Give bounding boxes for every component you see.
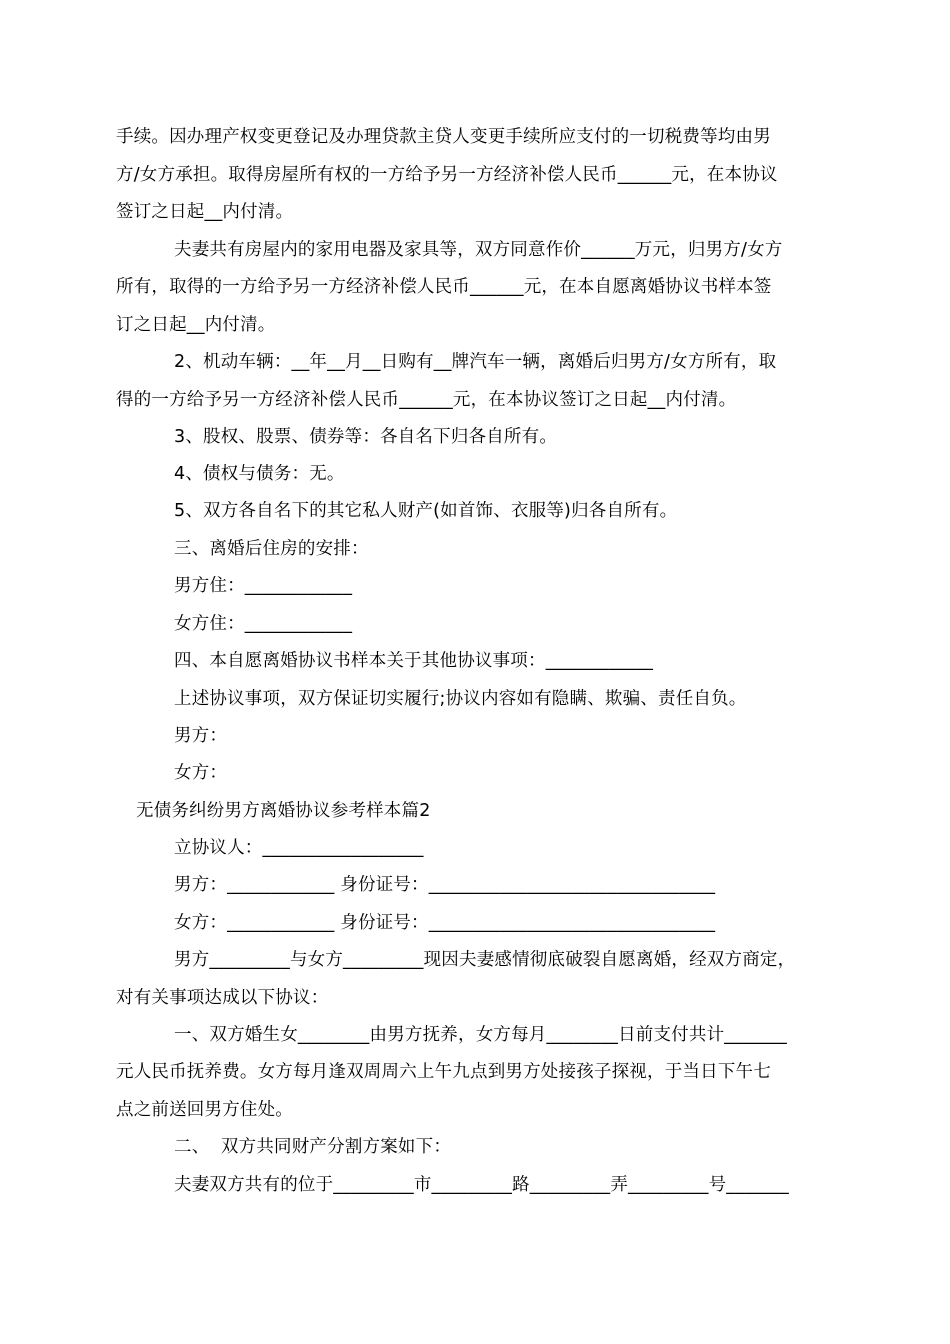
text-line: 上述协议事项，双方保证切实履行;协议内容如有隐瞒、欺骗、责任自负。	[174, 689, 747, 709]
text-line: 4、债权与债务：无。	[174, 464, 345, 484]
document-subtitle: 无债务纠纷男方离婚协议参考样本篇2	[136, 801, 431, 821]
text-line: 签订之日起__内付清。	[116, 202, 294, 222]
text-line: 女方住：____________	[174, 614, 353, 634]
text-line: 一、双方婚生女________由男方抚养，女方每月________日前支付共计_______	[174, 1025, 787, 1045]
text-line: 对有关事项达成以下协议：	[116, 988, 329, 1008]
signature-label: 女方：	[174, 763, 228, 783]
section-heading: 二、 双方共同财产分割方案如下：	[174, 1137, 452, 1157]
text-line: 点之前送回男方住处。	[116, 1100, 293, 1120]
text-line: 立协议人：__________________	[174, 838, 424, 858]
text-line: 手续。因办理产权变更登记及办理贷款主贷人变更手续所应支付的一切税费等均由男	[116, 127, 771, 147]
text-line: 订之日起__内付清。	[116, 315, 276, 335]
text-line: 方/女方承担。取得房屋所有权的一方给予另一方经济补偿人民币______元，在本协议	[116, 165, 778, 185]
text-line: 男方：____________ 身份证号：________________________________	[174, 875, 716, 895]
signature-label: 男方：	[174, 726, 228, 746]
text-line: 男方住：____________	[174, 576, 353, 596]
text-line: 5、双方各自名下的其它私人财产(如首饰、衣服等)归各自所有。	[174, 501, 678, 521]
text-line: 夫妻双方共有的位于_________市_________路_________弄_________号_______	[174, 1175, 789, 1195]
text-line: 男方_________与女方_________现因夫妻感情彻底破裂自愿离婚，经双方商定，	[174, 950, 796, 970]
text-line: 得的一方给予另一方经济补偿人民币______元，在本协议签订之日起__内付清。	[116, 390, 737, 410]
text-line: 夫妻共有房屋内的家用电器及家具等，双方同意作价______万元，归男方/女方	[174, 240, 783, 260]
text-line: 所有，取得的一方给予另一方经济补偿人民币______元，在本自愿离婚协议书样本签	[116, 277, 772, 297]
text-line: 女方：____________ 身份证号：________________________________	[174, 913, 716, 933]
section-heading: 四、本自愿离婚协议书样本关于其他协议事项：____________	[174, 651, 654, 671]
text-line: 2、机动车辆：__年__月__日购有__牌汽车一辆，离婚后归男方/女方所有，取	[174, 352, 777, 372]
text-line: 3、股权、股票、债券等：各自名下归各自所有。	[174, 427, 558, 447]
text-line: 元人民币抚养费。女方每月逢双周周六上午九点到男方处接孩子探视，于当日下午七	[116, 1062, 771, 1082]
section-heading: 三、离婚后住房的安排：	[174, 539, 369, 559]
